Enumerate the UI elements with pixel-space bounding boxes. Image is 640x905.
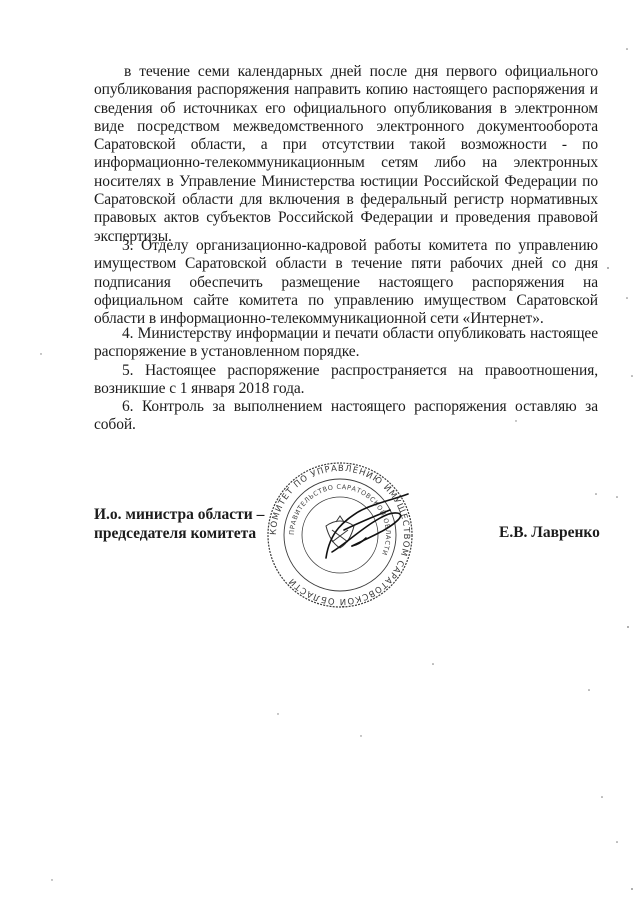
- seal-outer-text: КОМИТЕТ ПО УПРАВЛЕНИЮ ИМУЩЕСТВОМ САРАТОВСКОЙ ОБЛАСТИ: [268, 463, 412, 607]
- signatory-name: Е.В. Лавренко: [499, 524, 600, 541]
- seal-inner-text: ПРАВИТЕЛЬСТВО САРАТОВСКОЙ ОБЛАСТИ: [287, 482, 393, 557]
- signatory-title-line-2: председателя комитета: [94, 524, 257, 542]
- paragraph-3-website-placement: 3. Отделу организационно-кадровой работы комитета по управлению имуществом Саратовской области в течение пяти рабочих дней со дня подписания обеспечить размещение настоящего распоряжения на официальном сайте комитета по управлению имуществом Саратовской области в информационно-телекоммуникационной сети «Интернет».: [94, 237, 598, 328]
- paragraph-4-publication: 4. Министерству информации и печати области опубликовать настоящее распоряжение в установленном порядке.: [94, 325, 598, 361]
- paragraph-publication-copy: в течение семи календарных дней после дня первого официального опубликования распоряжения направить копию настоящего распоряжения и сведения об источниках его официального опубликования в электронном виде посредством межведомственного электронного документооборота Саратовской области, а при отсутствии такой возможности - по информационно-телекоммуникационным сетям либо на электронных носителях в Управление Министерства юстиции Российской Федерации по Саратовской области для включения в федеральный регистр нормативных правовых актов субъектов Российской Федерации и проведения правовой экспертизы.: [94, 63, 598, 245]
- paragraph-5-effective-date: 5. Настоящее распоряжение распространяется на правоотношения, возникшие с 1 января 2018 года.: [94, 362, 598, 398]
- signatory-title: [94, 506, 264, 543]
- signatory-title-line-1: И.о. министра области –: [94, 506, 265, 523]
- paragraph-6-control: 6. Контроль за выполнением настоящего распоряжения оставляю за собой.: [94, 398, 598, 434]
- official-seal-stamp: [260, 460, 420, 610]
